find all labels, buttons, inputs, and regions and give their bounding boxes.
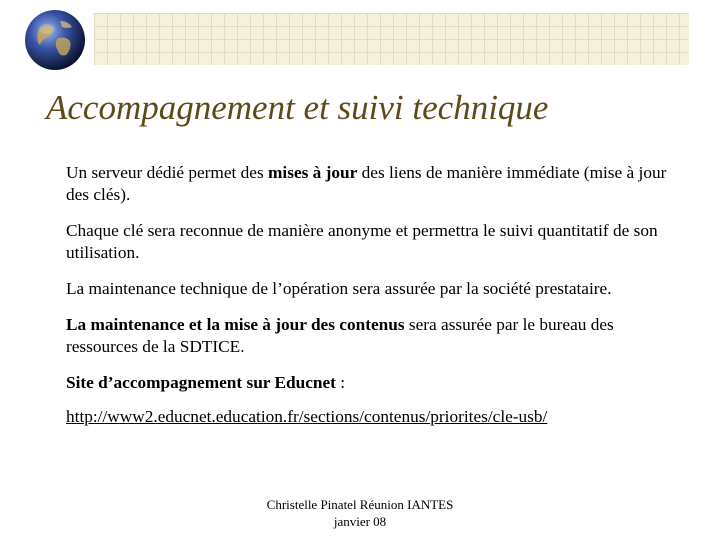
slide-title: Accompagnement et suivi technique: [46, 88, 549, 127]
slide-footer: [230, 496, 490, 530]
paragraph-technical-maintenance: La maintenance technique de l’opération sera assurée par la société prestataire.: [66, 279, 612, 298]
header-banner: [94, 13, 689, 65]
title-underline: [0, 131, 720, 132]
footer-date: janvier 08: [333, 514, 387, 529]
p5-bold-text: Site d’accompagnement sur Educnet: [66, 373, 336, 392]
support-site-link[interactable]: http://www2.educnet.education.fr/sections/contenus/priorites/cle-usb/: [66, 407, 548, 426]
p4-bold-text: La maintenance et la mise à jour des contenus: [66, 315, 405, 334]
slide-body: [66, 162, 686, 442]
paragraph-anonymous-tracking: Chaque clé sera reconnue de manière anonyme et permettra le suivi quantitatif de son utilisation.: [66, 221, 658, 262]
p4-text-after: sera assurée par le bureau des ressources de la SDTICE.: [66, 315, 614, 356]
p1-bold-text: mises à jour: [268, 163, 358, 182]
p5-text-after: :: [335, 373, 346, 392]
paragraph-link: [66, 406, 686, 428]
footer-author: Christelle Pinatel Réunion IANTES: [266, 497, 454, 512]
p1-text-after: des liens de manière immédiate (mise à jour des clés).: [66, 163, 667, 204]
globe-icon: [24, 9, 86, 71]
p1-text-before: Un serveur dédié permet des: [66, 163, 269, 182]
paragraph-support-site: [66, 372, 686, 394]
paragraph-content-maintenance: [66, 314, 686, 358]
paragraph-server-updates: [66, 162, 686, 206]
